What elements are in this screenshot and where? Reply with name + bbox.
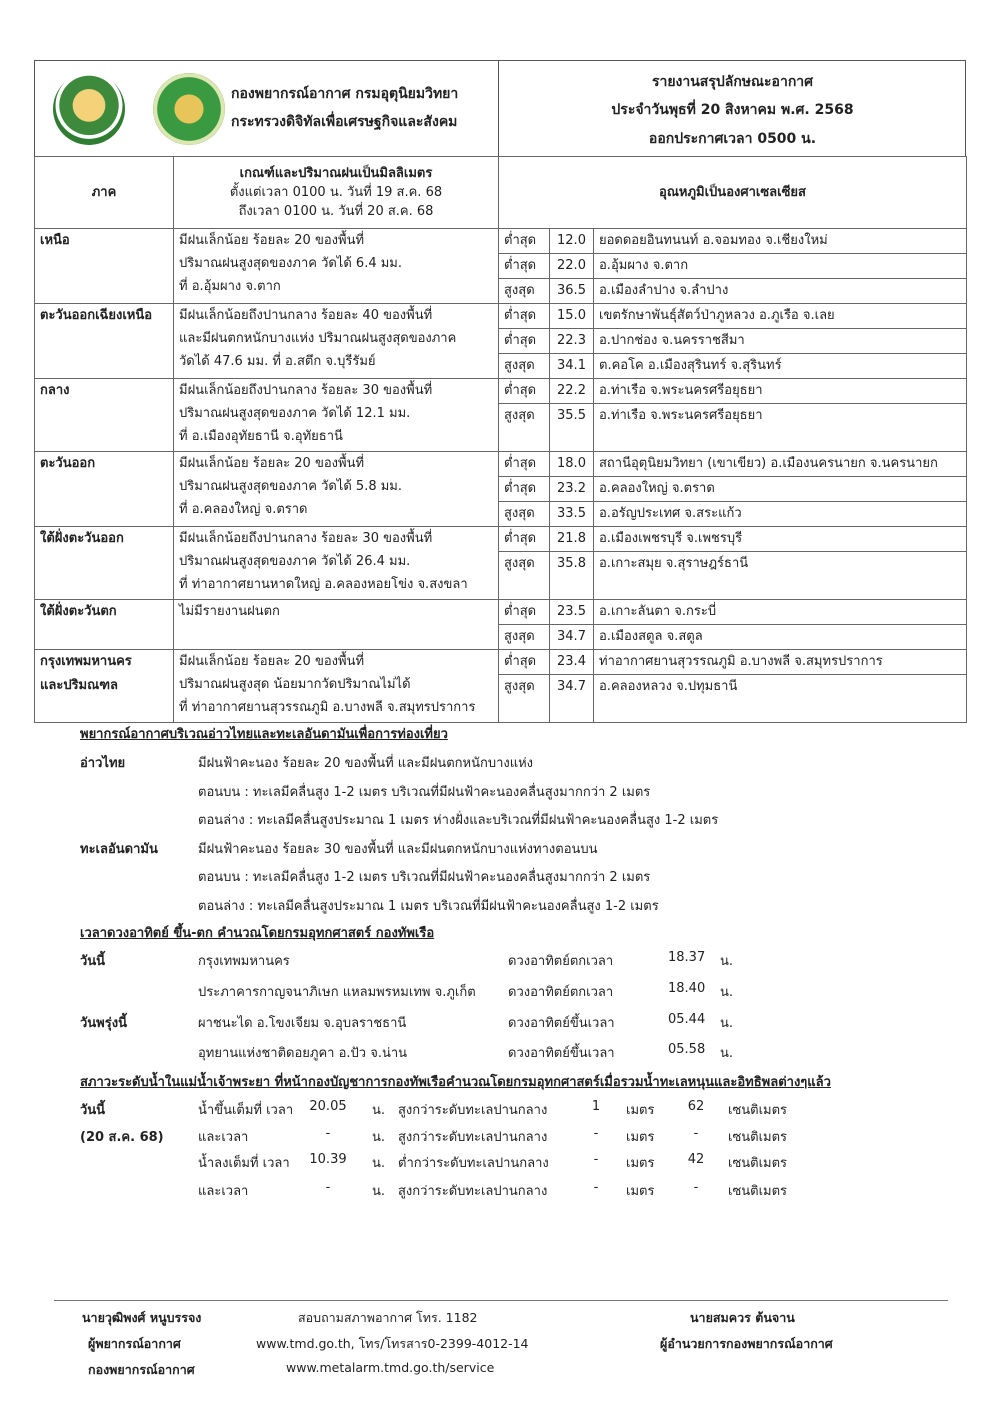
tide-time: - <box>325 1180 331 1195</box>
rain-line: มีฝนเล็กน้อย ร้อยละ 20 ของพื้นที่ <box>179 654 365 669</box>
tide-time: 10.39 <box>309 1152 347 1167</box>
temp-type: สูงสุด <box>499 552 550 600</box>
rain-line: ปริมาณฝนสูงสุดของภาค วัดได้ 5.8 มม. <box>179 479 402 494</box>
rain-line: ปริมาณฝนสูงสุดของภาค วัดได้ 26.4 มม. <box>179 554 411 569</box>
andaman-line: มีฝนฟ้าคะนอง ร้อยละ 30 ของพื้นที่ และมีฝนตกหนักบางแห่งทางตอนบน <box>198 842 598 857</box>
sun-place: อุทยานแห่งชาติดอยภูคา อ.ปัว จ.น่าน <box>198 1046 408 1061</box>
temp-location: อ.คลองหลวง จ.ปทุมธานี <box>594 675 967 723</box>
temp-type: ต่ำสุด <box>499 527 550 552</box>
temp-value: 34.1 <box>550 354 594 379</box>
region-name-line: ใต้ฝั่งตะวันออก <box>40 531 124 546</box>
gulf-line: มีฝนฟ้าคะนอง ร้อยละ 20 ของพื้นที่ และมีฝนตกหนักบางแห่ง <box>198 756 534 771</box>
forecaster-role: ผู้พยากรณ์อากาศ <box>88 1336 181 1351</box>
region-name-line: ตะวันออก <box>40 456 96 471</box>
andaman-line: ตอนบน : ทะเลมีคลื่นสูง 1-2 เมตร บริเวณที่มีฝนฟ้าคะนองคลื่นสูงมากกว่า 2 เมตร <box>198 870 651 885</box>
table-row <box>35 452 967 477</box>
temp-type: ต่ำสุด <box>499 600 550 625</box>
temp-location: อ.เกาะสมุย จ.สุราษฎร์ธานี <box>594 552 967 600</box>
temp-type: ต่ำสุด <box>499 304 550 329</box>
rain-summary <box>174 229 499 304</box>
temp-location: อ.อุ้มผาง จ.ตาก <box>594 254 967 279</box>
rain-line: และมีฝนตกหนักบางแห่ง ปริมาณฝนสูงสุดของภาค <box>179 331 457 346</box>
rain-header-to: ถึงเวลา 0100 น. วันที่ 20 ส.ค. 68 <box>238 204 434 219</box>
tide-meter-unit: เมตร <box>626 1184 655 1199</box>
sun-time-unit: น. <box>720 1016 734 1031</box>
weather-summary-table <box>34 156 967 723</box>
temp-value: 35.8 <box>550 552 594 600</box>
rain-line: ปริมาณฝนสูงสุดของภาค วัดได้ 12.1 มม. <box>179 406 411 421</box>
temp-value: 18.0 <box>550 452 594 477</box>
col-header-temp: อุณหภูมิเป็นองศาเซลเซียส <box>499 157 967 229</box>
rain-line: มีฝนเล็กน้อย ร้อยละ 20 ของพื้นที่ <box>179 233 365 248</box>
tide-meter: - <box>593 1152 599 1167</box>
temp-location: ท่าอากาศยานสุวรรณภูมิ อ.บางพลี จ.สมุทรปราการ <box>594 650 967 675</box>
rain-line: ที่ ท่าอากาศยานสุวรรณภูมิ อ.บางพลี จ.สมุทรปราการ <box>179 700 476 715</box>
temp-location: อ.เมืองเพชรบุรี จ.เพชรบุรี <box>594 527 967 552</box>
rain-line: ที่ อ.คลองใหญ่ จ.ตราด <box>179 502 308 517</box>
tide-meter-unit: เมตร <box>626 1156 655 1171</box>
tide-cm-unit: เซนติเมตร <box>728 1156 788 1171</box>
sun-place: ผาชนะได อ.โขงเจียม จ.อุบลราชธานี <box>198 1016 407 1031</box>
temp-type: ต่ำสุด <box>499 650 550 675</box>
marine-title: พยากรณ์อากาศบริเวณอ่าวไทยและทะเลอันดามันเพื่อการท่องเที่ยว <box>80 727 448 742</box>
rain-line: ที่ อ.อุ้มผาง จ.ตาก <box>179 279 281 294</box>
rain-summary <box>174 452 499 527</box>
temp-value: 34.7 <box>550 625 594 650</box>
ministry-logo-icon <box>53 73 125 145</box>
temp-value: 35.5 <box>550 404 594 452</box>
service-link[interactable]: www.metalarm.tmd.go.th/service <box>286 1360 495 1375</box>
sun-time: 05.44 <box>668 1012 706 1027</box>
temp-location: ต.คอโค อ.เมืองสุรินทร์ จ.สุรินทร์ <box>594 354 967 379</box>
tide-cm-unit: เซนติเมตร <box>728 1130 788 1145</box>
rain-line: ที่ อ.เมืองอุทัยธานี จ.อุทัยธานี <box>179 429 343 444</box>
report-header <box>34 60 966 157</box>
rain-line: ไม่มีรายงานฝนตก <box>179 604 280 619</box>
temp-value: 12.0 <box>550 229 594 254</box>
temp-value: 21.8 <box>550 527 594 552</box>
table-row <box>35 650 967 675</box>
temp-type: สูงสุด <box>499 675 550 723</box>
temp-value: 23.4 <box>550 650 594 675</box>
table-row <box>35 527 967 552</box>
gulf-line: ตอนล่าง : ทะเลมีคลื่นสูงประมาณ 1 เมตร ห่างฝั่งและบริเวณที่มีฝนฟ้าคะนองคลื่นสูง 1-2 เมตร <box>198 813 719 828</box>
forecaster-dept: กองพยากรณ์อากาศ <box>88 1362 195 1377</box>
tide-cm-unit: เซนติเมตร <box>728 1103 788 1118</box>
andaman-label: ทะเลอันดามัน <box>80 842 158 857</box>
rain-summary <box>174 379 499 452</box>
director-role: ผู้อำนวยการกองพยากรณ์อากาศ <box>660 1336 833 1351</box>
sun-event: ดวงอาทิตย์ขึ้นเวลา <box>508 1016 615 1031</box>
table-row <box>35 379 967 404</box>
rain-header-title: เกณฑ์และปริมาณฝนเป็นมิลลิเมตร <box>239 166 433 181</box>
ministry-name: กระทรวงดิจิทัลเพื่อเศรษฐกิจและสังคม <box>231 114 458 130</box>
rain-summary <box>174 600 499 650</box>
gulf-line: ตอนบน : ทะเลมีคลื่นสูง 1-2 เมตร บริเวณที่มีฝนฟ้าคะนองคลื่นสูงมากกว่า 2 เมตร <box>198 785 651 800</box>
region-name <box>35 452 174 527</box>
sun-event: ดวงอาทิตย์ขึ้นเวลา <box>508 1046 615 1061</box>
gulf-label: อ่าวไทย <box>80 756 126 771</box>
sun-time: 18.37 <box>668 950 706 965</box>
region-name-line: ใต้ฝั่งตะวันตก <box>40 604 117 619</box>
temp-location: อ.เมืองสตูล จ.สตูล <box>594 625 967 650</box>
rain-summary <box>174 527 499 600</box>
temp-type: ต่ำสุด <box>499 229 550 254</box>
temp-value: 22.0 <box>550 254 594 279</box>
temp-type: สูงสุด <box>499 279 550 304</box>
temp-location: อ.ท่าเรือ จ.พระนครศรีอยุธยา <box>594 379 967 404</box>
tide-time: 20.05 <box>309 1099 347 1114</box>
tide-title: สภาวะระดับน้ำในแม่น้ำเจ้าพระยา ที่หน้ากองบัญชาการกองทัพเรือคำนวณโดยกรมอุทกศาสตร์เมื่อรวมน้ำทะเลหนุนและอิทธิพลต่างๆแล้ว <box>80 1075 831 1090</box>
temp-value: 23.2 <box>550 477 594 502</box>
rain-line: วัดได้ 47.6 มม. ที่ อ.สตึก จ.บุรีรัมย์ <box>179 354 376 369</box>
temp-type: สูงสุด <box>499 354 550 379</box>
sun-tomorrow-label: วันพรุ่งนี้ <box>80 1016 127 1031</box>
region-name-line: กรุงเทพมหานคร <box>40 654 132 669</box>
footer-divider <box>54 1300 948 1301</box>
tide-time-unit: น. <box>372 1130 386 1145</box>
rain-line: มีฝนเล็กน้อยถึงปานกลาง ร้อยละ 30 ของพื้นที่ <box>179 383 433 398</box>
temp-value: 23.5 <box>550 600 594 625</box>
temp-location: อ.ปากช่อง จ.นครราชสีมา <box>594 329 967 354</box>
sun-event: ดวงอาทิตย์ตกเวลา <box>508 954 614 969</box>
sun-time-unit: น. <box>720 954 734 969</box>
rain-summary <box>174 650 499 723</box>
rain-line: มีฝนเล็กน้อยถึงปานกลาง ร้อยละ 40 ของพื้นที่ <box>179 308 433 323</box>
table-row <box>35 229 967 254</box>
tide-meter: - <box>593 1126 599 1141</box>
director-name: นายสมควร ต้นจาน <box>690 1310 795 1325</box>
region-name-line: และปริมณฑล <box>40 678 118 693</box>
tide-label: น้ำขึ้นเต็มที่ เวลา <box>198 1103 294 1118</box>
tide-cm-unit: เซนติเมตร <box>728 1184 788 1199</box>
tide-ref: ต่ำกว่าระดับทะเลปานกลาง <box>398 1156 549 1171</box>
sun-title: เวลาดวงอาทิตย์ ขึ้น-ตก คำนวณโดยกรมอุทกศาสตร์ กองทัพเรือ <box>80 926 435 941</box>
temp-location: สถานีอุตุนิยมวิทยา (เขาเขียว) อ.เมืองนครนายก จ.นครนายก <box>594 452 967 477</box>
temp-value: 33.5 <box>550 502 594 527</box>
sun-time: 18.40 <box>668 981 706 996</box>
sun-place: กรุงเทพมหานคร <box>198 954 290 969</box>
tide-cm: - <box>693 1180 699 1195</box>
tmd-logo-icon <box>153 73 225 145</box>
temp-type: สูงสุด <box>499 502 550 527</box>
temp-type: ต่ำสุด <box>499 254 550 279</box>
temp-type: ต่ำสุด <box>499 452 550 477</box>
tide-meter: - <box>593 1180 599 1195</box>
region-name-line: กลาง <box>40 383 70 398</box>
tide-cm: 62 <box>687 1099 705 1114</box>
report-date: ประจำวันพุธที่ 20 สิงหาคม พ.ศ. 2568 <box>611 102 854 118</box>
temp-value: 22.2 <box>550 379 594 404</box>
sun-today-label: วันนี้ <box>80 954 106 969</box>
tide-time-unit: น. <box>372 1184 386 1199</box>
temp-type: ต่ำสุด <box>499 477 550 502</box>
temp-location: อ.เมืองลำปาง จ.ลำปาง <box>594 279 967 304</box>
tide-label: น้ำลงเต็มที่ เวลา <box>198 1156 290 1171</box>
tide-ref: สูงกว่าระดับทะเลปานกลาง <box>398 1184 548 1199</box>
temp-location: เขตรักษาพันธุ์สัตว์ป่าภูหลวง อ.ภูเรือ จ.เลย <box>594 304 967 329</box>
tide-ref: สูงกว่าระดับทะเลปานกลาง <box>398 1130 548 1145</box>
col-header-rain <box>174 157 499 229</box>
forecaster-name: นายวุฒิพงศ์ หนูบรรจง <box>82 1310 202 1325</box>
sun-time-unit: น. <box>720 1046 734 1061</box>
table-row <box>35 304 967 329</box>
tide-meter-unit: เมตร <box>626 1130 655 1145</box>
tide-meter: 1 <box>591 1099 601 1114</box>
temp-location: อ.อรัญประเทศ จ.สระแก้ว <box>594 502 967 527</box>
temp-type: สูงสุด <box>499 625 550 650</box>
temp-value: 22.3 <box>550 329 594 354</box>
tide-label: และเวลา <box>198 1184 249 1199</box>
region-name <box>35 527 174 600</box>
tide-time-unit: น. <box>372 1103 386 1118</box>
temp-type: ต่ำสุด <box>499 379 550 404</box>
rain-line: ที่ ท่าอากาศยานหาดใหญ่ อ.คลองหอยโข่ง จ.สงขลา <box>179 577 468 592</box>
rain-summary <box>174 304 499 379</box>
region-name <box>35 600 174 650</box>
temp-value: 34.7 <box>550 675 594 723</box>
org-name: กองพยากรณ์อากาศ กรมอุตุนิยมวิทยา <box>231 86 459 102</box>
tide-day-date: (20 ส.ค. 68) <box>80 1130 164 1145</box>
temp-location: อ.คลองใหญ่ จ.ตราด <box>594 477 967 502</box>
col-header-region: ภาค <box>35 157 174 229</box>
tide-cm: 42 <box>687 1152 705 1167</box>
rain-line: ปริมาณฝนสูงสุดของภาค วัดได้ 6.4 มม. <box>179 256 402 271</box>
region-name <box>35 229 174 304</box>
temp-value: 36.5 <box>550 279 594 304</box>
tide-meter-unit: เมตร <box>626 1103 655 1118</box>
temp-location: อ.เกาะลันตา จ.กระบี่ <box>594 600 967 625</box>
issue-time: ออกประกาศเวลา 0500 น. <box>648 131 817 147</box>
temp-type: สูงสุด <box>499 404 550 452</box>
contact-website[interactable]: www.tmd.go.th, โทร/โทรสาร0-2399-4012-14 <box>256 1336 529 1351</box>
region-name-line: เหนือ <box>40 233 70 248</box>
sun-event: ดวงอาทิตย์ตกเวลา <box>508 985 614 1000</box>
region-name <box>35 379 174 452</box>
temp-location: อ.ท่าเรือ จ.พระนครศรีอยุธยา <box>594 404 967 452</box>
region-name-line: ตะวันออกเฉียงเหนือ <box>40 308 153 323</box>
temp-type: ต่ำสุด <box>499 329 550 354</box>
sun-place: ประภาคารกาญจนาภิเษก แหลมพรหมเทพ จ.ภูเก็ต <box>198 985 476 1000</box>
rain-line: มีฝนเล็กน้อยถึงปานกลาง ร้อยละ 30 ของพื้นที่ <box>179 531 433 546</box>
tide-time-unit: น. <box>372 1156 386 1171</box>
andaman-line: ตอนล่าง : ทะเลมีคลื่นสูงประมาณ 1 เมตร บริเวณที่มีฝนฟ้าคะนองคลื่นสูง 1-2 เมตร <box>198 899 659 914</box>
contact-phone: สอบถามสภาพอากาศ โทร. 1182 <box>298 1310 478 1325</box>
region-name <box>35 304 174 379</box>
tide-time: - <box>325 1126 331 1141</box>
tide-label: และเวลา <box>198 1130 249 1145</box>
region-name <box>35 650 174 723</box>
temp-location: ยอดดอยอินทนนท์ อ.จอมทอง จ.เชียงใหม่ <box>594 229 967 254</box>
report-title: รายงานสรุปลักษณะอากาศ <box>651 74 814 90</box>
tide-cm: - <box>693 1126 699 1141</box>
temp-value: 15.0 <box>550 304 594 329</box>
sun-time-unit: น. <box>720 985 734 1000</box>
table-row <box>35 600 967 625</box>
rain-line: ปริมาณฝนสูงสุด น้อยมากวัดปริมาณไม่ได้ <box>179 677 411 692</box>
rain-header-from: ตั้งแต่เวลา 0100 น. วันที่ 19 ส.ค. 68 <box>229 185 443 200</box>
sun-time: 05.58 <box>668 1042 706 1057</box>
tide-ref: สูงกว่าระดับทะเลปานกลาง <box>398 1103 548 1118</box>
tide-day-label: วันนี้ <box>80 1103 106 1118</box>
rain-line: มีฝนเล็กน้อย ร้อยละ 20 ของพื้นที่ <box>179 456 365 471</box>
